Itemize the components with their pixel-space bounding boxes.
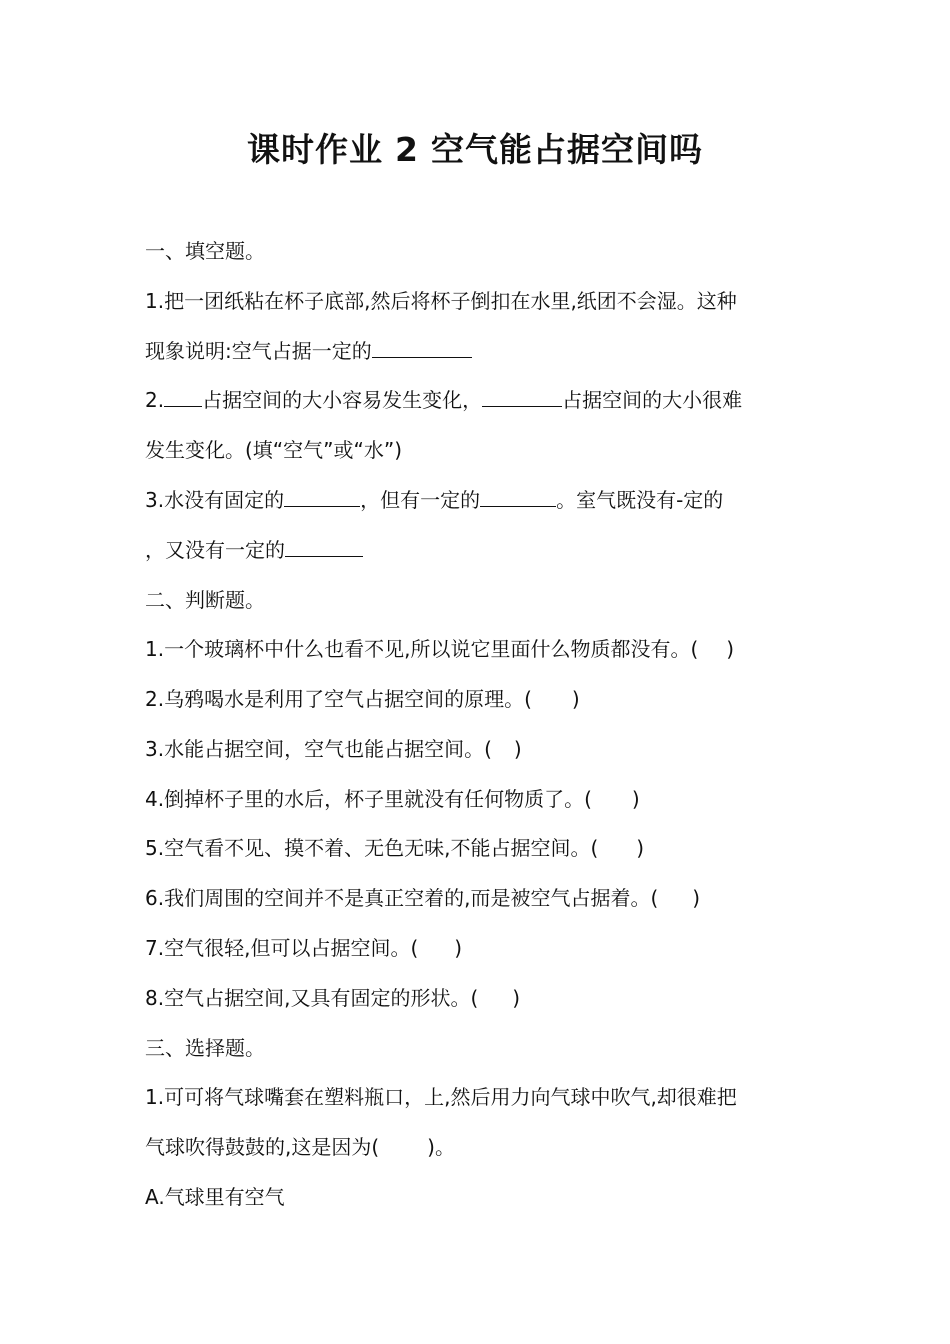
judge-item-3-close: ) [513,737,522,761]
fill-q2-blank-2[interactable] [482,388,562,407]
title-part1: 课时作业 [247,130,384,169]
judge-item-7-text: 7.空气很轻,但可以占据空间。( [145,936,419,960]
judge-item-2 [145,685,580,713]
judge-item-3-text: 3.水能占据空间，空气也能占据空间。( [145,737,492,761]
judge-item-8 [145,984,520,1012]
judge-item-7-close: ) [454,936,463,960]
fill-q1-text: 现象说明:空气占据一定的 [145,339,372,363]
fill-q2-text-1: 占据空间的大小容易发生变化， [202,388,483,412]
judge-item-4-close: ) [631,787,640,811]
choice-q1-option-a[interactable]: A.气球里有空气 [145,1185,285,1209]
section-heading-choice: 三、选择题。 [145,1036,265,1060]
choice-q1-line2 [145,1133,455,1161]
judge-item-3 [145,735,522,763]
fill-q1-blank[interactable] [372,339,472,358]
fill-q2-blank-1[interactable] [164,388,202,407]
fill-q2-line1 [145,386,742,414]
judge-item-4-text: 4.倒掉杯子里的水后，杯子里就没有任何物质了。( [145,787,592,811]
judge-item-5 [145,834,644,862]
judge-item-8-text: 8.空气占据空间,又具有固定的形状。( [145,986,479,1010]
judge-item-5-close: ) [636,836,645,860]
fill-q3-text-1: 3.水没有固定的 [145,488,285,512]
page-title [0,128,950,172]
fill-q3-line2 [145,536,363,564]
title-part2: 空气能占据空间吗 [430,130,703,169]
judge-item-7 [145,934,462,962]
judge-item-6-text: 6.我们周围的空间并不是真正空着的,而是被空气占据着。( [145,886,659,910]
fill-q3-blank-2[interactable] [480,488,556,507]
section-heading-fill: 一、填空题。 [145,239,265,263]
judge-item-2-close: ) [571,687,580,711]
fill-q2-number: 2. [145,388,165,412]
fill-q3-line1 [145,486,723,514]
judge-item-8-close: ) [512,986,521,1010]
section-heading-judge: 二、判断题。 [145,588,265,612]
title-number: 2 [395,130,419,169]
judge-item-2-text: 2.乌鸦喝水是利用了空气占据空间的原理。( [145,687,532,711]
judge-item-4 [145,785,640,813]
fill-q2-text-2: 占据空间的大小很难 [562,388,743,412]
choice-q1-line1: 1.可可将气球嘴套在塑料瓶口，上,然后用力向气球中吹气,却很难把 [145,1085,737,1109]
choice-q1-text: 气球吹得鼓鼓的,这是因为( [145,1135,380,1159]
judge-item-6-close: ) [692,886,701,910]
judge-item-1-text: 1.一个玻璃杯中什么也看不见,所以说它里面什么物质都没有。( [145,637,699,661]
judge-item-1 [145,635,734,663]
fill-q1-line2 [145,337,472,365]
fill-q3-text-3: 。室气既没有-定的 [556,488,724,512]
fill-q3-blank-3[interactable] [285,538,363,557]
fill-q2-line2: 发生变化。(填“空气”或“水”) [145,438,403,462]
judge-item-5-text: 5.空气看不见、摸不着、无色无味,不能占据空间。( [145,836,599,860]
fill-q3-text-2: ，但有一定的 [360,488,481,512]
fill-q1-line1: 1.把一团纸粘在杯子底部,然后将杯子倒扣在水里,纸团不会湿。这种 [145,289,737,313]
choice-q1-close: )。 [427,1135,455,1159]
judge-item-1-close: ) [726,637,735,661]
fill-q3-text-4: ，又没有一定的 [145,538,285,562]
judge-item-6 [145,884,700,912]
fill-q3-blank-1[interactable] [284,488,360,507]
